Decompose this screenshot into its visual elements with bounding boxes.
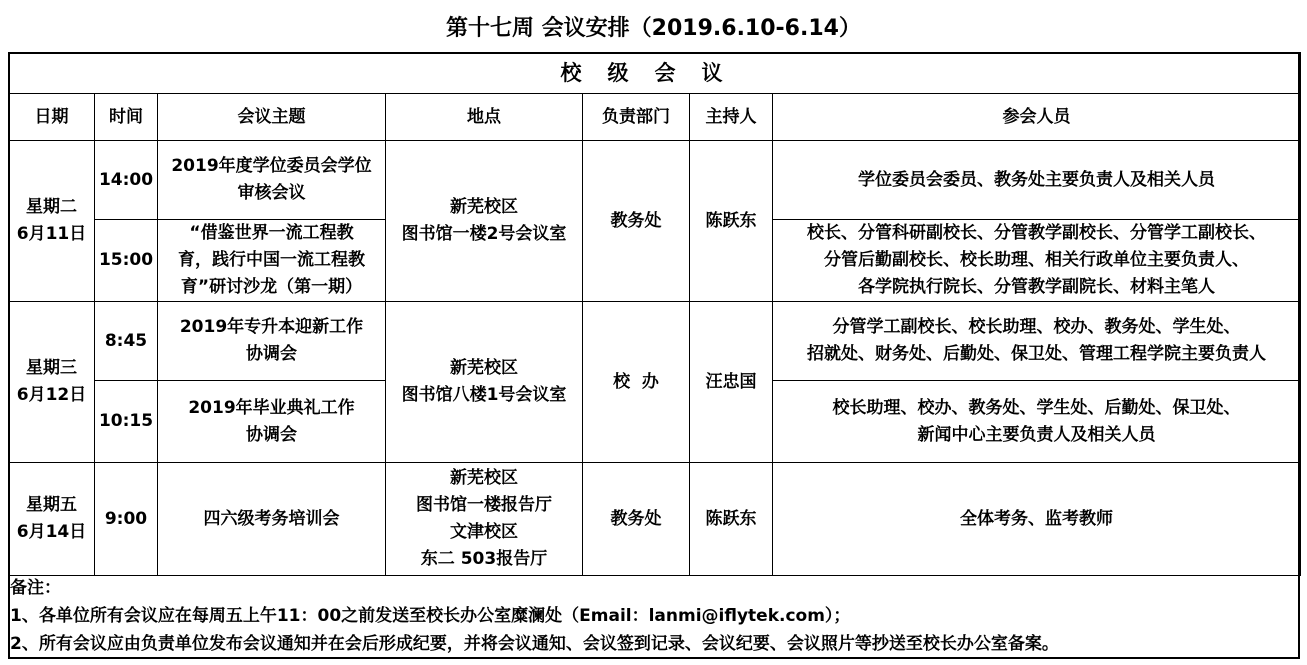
location-cell: 新芜校区 图书馆八楼1号会议室 (386, 302, 583, 463)
host-cell: 汪忠国 (690, 302, 773, 463)
location-cell: 新芜校区 图书馆一楼报告厅 文津校区 东二 503报告厅 (386, 463, 583, 576)
note-item: 1、各单位所有会议应在每周五上午11：00之前发送至校长办公室糜澜处（Email：lanmi@iflytek.com）； (10, 606, 851, 626)
host-cell: 陈跃东 (690, 463, 773, 576)
note-item: 2、所有会议应由负责单位发布会议通知并在会后形成纪要，并将会议通知、会议签到记录、会议纪要、会议照片等抄送至校长办公室备案。 (10, 634, 1059, 654)
attendees-cell: 校长助理、校办、教务处、学生处、后勤处、保卫处、 新闻中心主要负责人及相关人员 (773, 381, 1301, 463)
department-cell: 校 办 (583, 302, 690, 463)
header-department: 负责部门 (583, 94, 690, 141)
department-cell: 教务处 (583, 141, 690, 302)
location-cell: 新芜校区 图书馆一楼2号会议室 (386, 141, 583, 302)
time-cell: 14:00 (95, 141, 158, 220)
notes-heading: 备注： (10, 578, 61, 598)
header-host: 主持人 (690, 94, 773, 141)
attendees-cell: 分管学工副校长、校长助理、校办、教务处、学生处、 招就处、财务处、后勤处、保卫处、管理工程学院主要负责人 (773, 302, 1301, 381)
time-cell: 10:15 (95, 381, 158, 463)
time-cell: 15:00 (95, 220, 158, 302)
topic-cell: 2019年毕业典礼工作 协调会 (158, 381, 386, 463)
header-time: 时间 (95, 94, 158, 141)
header-topic: 会议主题 (158, 94, 386, 141)
department-cell: 教务处 (583, 463, 690, 576)
time-cell: 8:45 (95, 302, 158, 381)
header-location: 地点 (386, 94, 583, 141)
attendees-cell: 校长、分管科研副校长、分管教学副校长、分管学工副校长、 分管后勤副校长、校长助理、相关行政单位主要负责人、 各学院执行院长、分管教学副院长、材料主笔人 (773, 220, 1301, 302)
section-title: 校级会议 (9, 53, 1301, 94)
table-frame (8, 52, 1300, 659)
header-date: 日期 (9, 94, 95, 141)
topic-cell: 四六级考务培训会 (158, 463, 386, 576)
header-attendees: 参会人员 (773, 94, 1301, 141)
date-cell: 星期五 6月14日 (9, 463, 95, 576)
date-cell: 星期三 6月12日 (9, 302, 95, 463)
date-cell: 星期二 6月11日 (9, 141, 95, 302)
time-cell: 9:00 (95, 463, 158, 576)
attendees-cell: 学位委员会委员、教务处主要负责人及相关人员 (773, 141, 1301, 220)
host-cell: 陈跃东 (690, 141, 773, 302)
topic-cell: 2019年度学位委员会学位 审核会议 (158, 141, 386, 220)
topic-cell: 2019年专升本迎新工作 协调会 (158, 302, 386, 381)
page-title: 第十七周 会议安排（2019.6.10-6.14） (446, 15, 861, 41)
topic-cell: “借鉴世界一流工程教 育，践行中国一流工程教 育”研讨沙龙（第一期） (158, 220, 386, 302)
attendees-cell: 全体考务、监考教师 (773, 463, 1301, 576)
notes-section (10, 574, 1298, 658)
